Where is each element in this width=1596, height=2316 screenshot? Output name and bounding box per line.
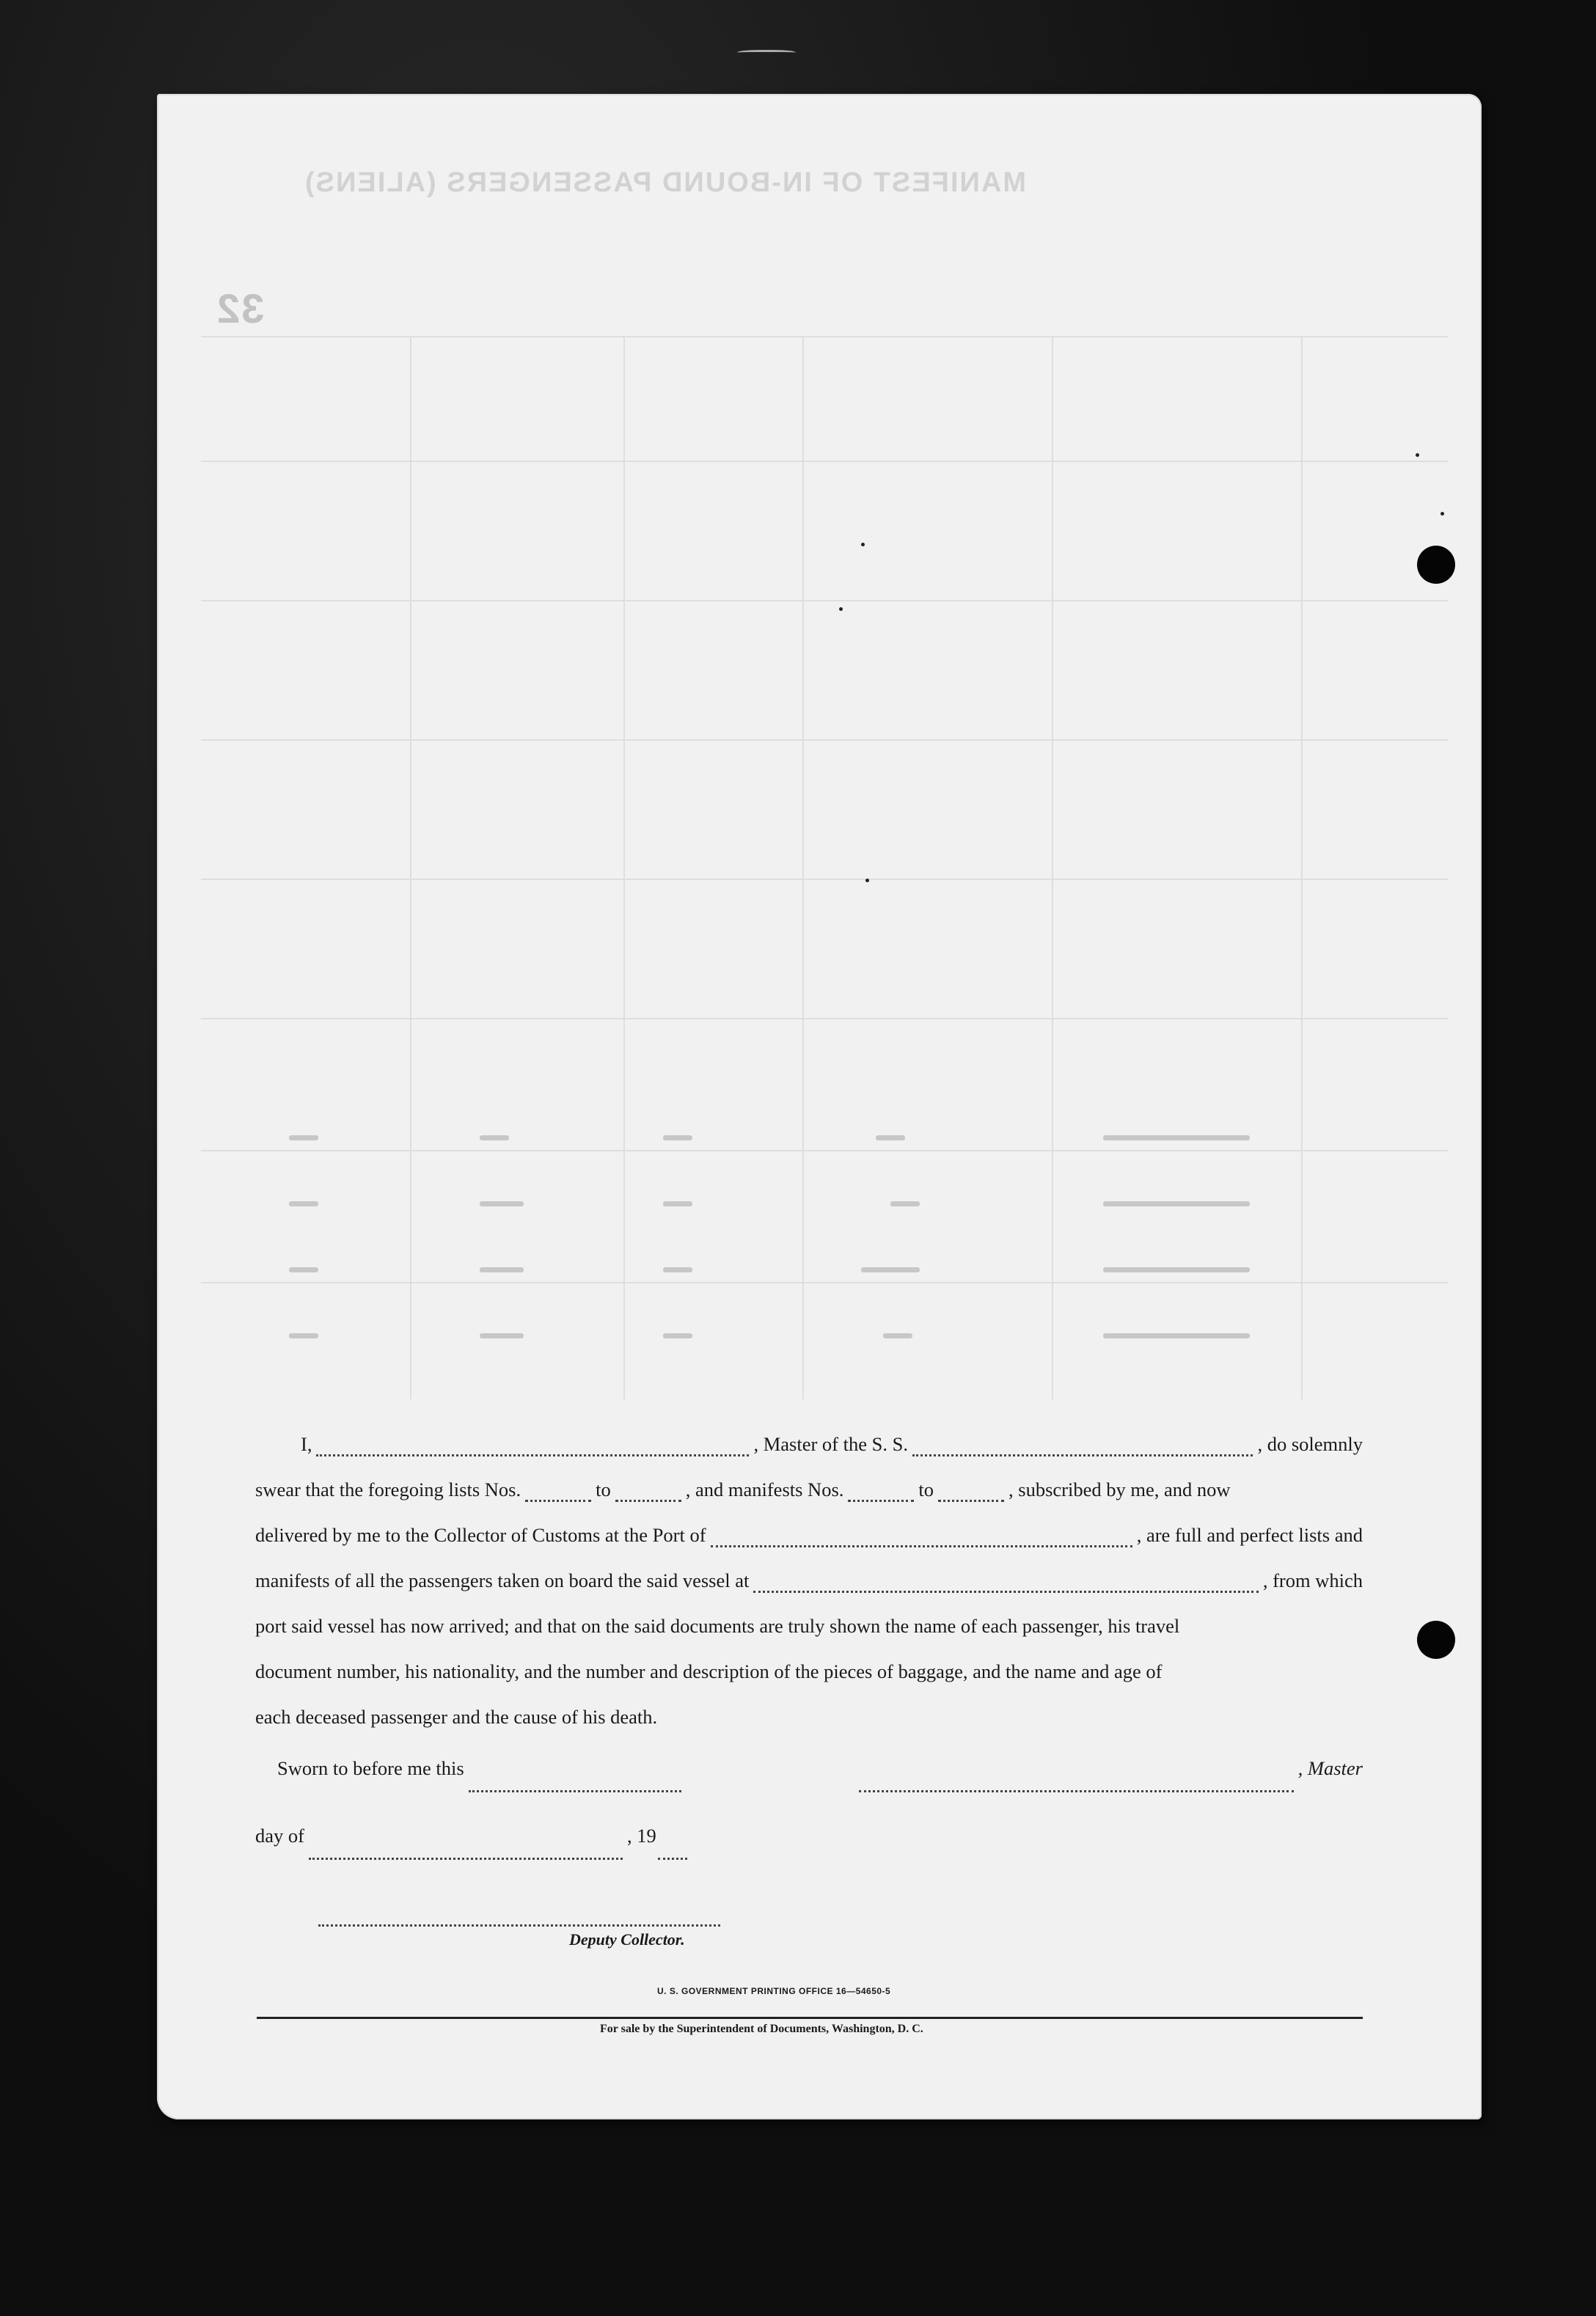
oath-text: manifests of all the passengers taken on board the said vessel at [255, 1569, 750, 1591]
bleed-through-rule [201, 461, 1448, 462]
bleed-through-mark [480, 1267, 524, 1272]
bleed-through-rule [623, 336, 625, 1399]
deputy-signature-field[interactable] [318, 1924, 720, 1927]
bleed-through-mark [876, 1135, 905, 1140]
oath-text: , subscribed by me, and now [1009, 1478, 1231, 1500]
bleed-through-mark [289, 1333, 318, 1338]
oath-text: I, [301, 1433, 312, 1455]
oath-text: to [918, 1478, 934, 1500]
speck [839, 607, 843, 611]
oath-text: , Master of the S. S. [753, 1433, 908, 1455]
oath-text: , do solemnly [1257, 1433, 1363, 1455]
bleed-through-mark [289, 1267, 318, 1272]
oath-line-6 [255, 1649, 1363, 1694]
bleed-through-mark [480, 1201, 524, 1206]
port-field[interactable] [711, 1532, 1132, 1547]
bleed-through-rule [201, 336, 1448, 337]
departure-port-field[interactable] [753, 1577, 1259, 1593]
bleed-through-mark [861, 1267, 920, 1272]
oath-line-7 [255, 1694, 1363, 1740]
master-label: , Master [1297, 1757, 1363, 1779]
sworn-row [255, 1757, 1363, 1803]
master-signature-field[interactable] [859, 1777, 1294, 1792]
bleed-through-mark [883, 1333, 912, 1338]
bleed-through-rule [802, 336, 804, 1399]
oath-text: each deceased passenger and the cause of his death. [255, 1706, 658, 1728]
oath-line-5 [255, 1603, 1363, 1649]
bleed-through-rule [1052, 336, 1053, 1399]
bleed-through-mark [480, 1333, 524, 1338]
lists-from-field[interactable] [525, 1487, 591, 1502]
oath-text: delivered by me to the Collector of Customs at the Port of [255, 1524, 706, 1546]
oath-text: , and manifests Nos. [685, 1478, 844, 1500]
oath-text: to [596, 1478, 611, 1500]
oath-text: swear that the foregoing lists Nos. [255, 1478, 521, 1500]
sale-notice: For sale by the Superintendent of Documents, Washington, D. C. [600, 2023, 923, 2035]
month-field[interactable] [309, 1844, 623, 1860]
bleed-through-rule [201, 1018, 1448, 1019]
oath-text: , from which [1262, 1569, 1363, 1591]
speck [861, 543, 865, 546]
bleed-through-number: 32 [216, 285, 265, 331]
lists-to-field[interactable] [615, 1487, 681, 1502]
punch-hole [1417, 546, 1455, 584]
manifests-to-field[interactable] [938, 1487, 1004, 1502]
oath-text: document number, his nationality, and the number and description of the pieces of baggage, and the name and age of [255, 1660, 1163, 1682]
year-prefix: , 19 [626, 1825, 656, 1847]
oath-line-4 [255, 1558, 1363, 1603]
punch-hole [1417, 1621, 1455, 1659]
vessel-name-field[interactable] [912, 1441, 1253, 1456]
bleed-through-rule [1301, 336, 1303, 1399]
day-row [255, 1825, 1363, 1870]
speck [865, 879, 869, 882]
footer-rule [257, 2017, 1363, 2019]
bleed-through-mark [663, 1135, 692, 1140]
bleed-through-mark [663, 1333, 692, 1338]
oath-text: port said vessel has now arrived; and that on the said documents are truly shown the name of each passenger, his travel [255, 1615, 1180, 1637]
sworn-date-field[interactable] [469, 1777, 681, 1792]
bleed-through-mark [289, 1135, 318, 1140]
bleed-through-mark [663, 1267, 692, 1272]
bleed-through-mark [1103, 1135, 1250, 1140]
bleed-through-mark [480, 1135, 509, 1140]
day-of-label: day of [255, 1825, 304, 1847]
master-name-field[interactable] [316, 1441, 749, 1456]
oath-text: , are full and perfect lists and [1136, 1524, 1363, 1546]
bleed-through-title: MANIFEST OF IN-BOUND PASSENGERS (ALIENS) [304, 167, 1026, 198]
scan-artifact [737, 50, 796, 56]
bleed-through-mark [1103, 1201, 1250, 1206]
oath-line-3 [255, 1512, 1363, 1558]
bleed-through-rule [201, 1282, 1448, 1283]
year-field[interactable] [658, 1844, 687, 1860]
sworn-label: Sworn to before me this [277, 1757, 464, 1779]
sworn-section [255, 1757, 1363, 1870]
deputy-collector-label: Deputy Collector. [569, 1930, 685, 1949]
bleed-through-rule [201, 600, 1448, 601]
bleed-through-mark [663, 1201, 692, 1206]
oath-line-2 [255, 1467, 1363, 1512]
bleed-through-mark [1103, 1267, 1250, 1272]
document-page [157, 94, 1482, 2119]
speck [1416, 453, 1419, 457]
printing-office-line: U. S. GOVERNMENT PRINTING OFFICE 16—54650-5 [657, 1986, 891, 1996]
bleed-through-mark [289, 1201, 318, 1206]
bleed-through-rule [201, 739, 1448, 741]
speck [1441, 512, 1444, 516]
bleed-through-rule [201, 1150, 1448, 1151]
oath-line-1 [255, 1421, 1363, 1467]
bleed-through-mark [890, 1201, 920, 1206]
bleed-through-rule [201, 879, 1448, 880]
bleed-through-rule [410, 336, 411, 1399]
bleed-through-mark [1103, 1333, 1250, 1338]
manifests-from-field[interactable] [848, 1487, 914, 1502]
oath-paragraph [255, 1421, 1363, 1740]
